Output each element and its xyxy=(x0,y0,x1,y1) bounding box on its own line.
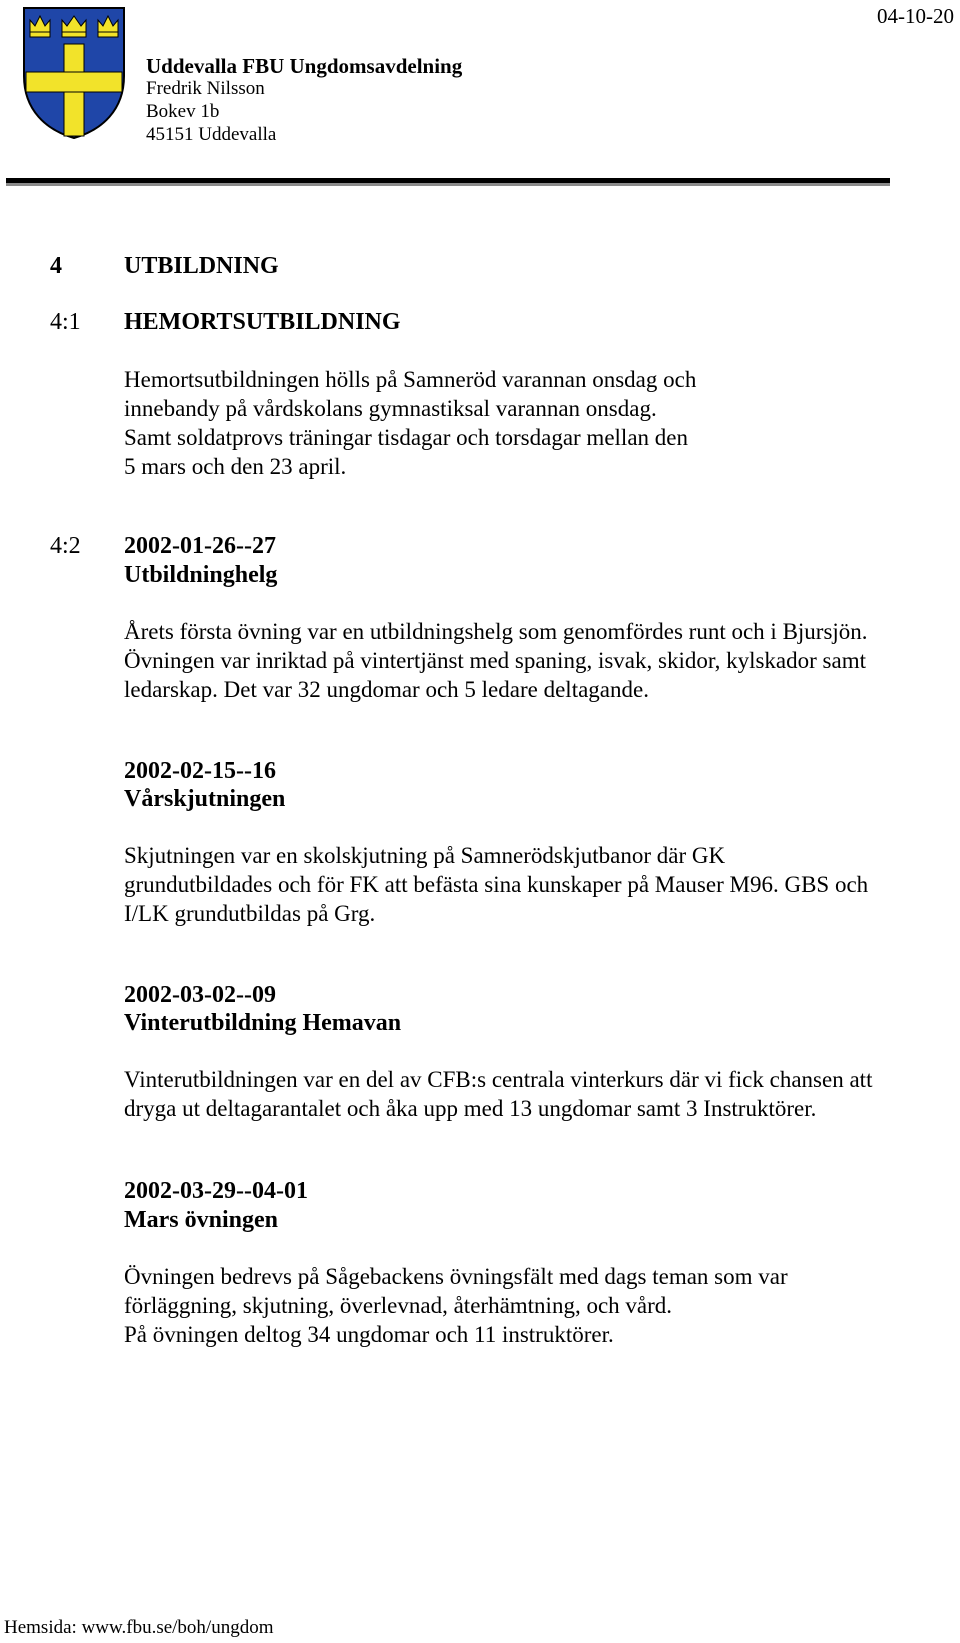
paragraph-line: innebandy på vårdskolans gymnastiksal varannan onsdag. xyxy=(124,396,657,421)
address-street: Bokev 1b xyxy=(146,101,220,122)
event-date: 2002-03-29--04-01 xyxy=(124,1178,308,1204)
section-title: UTBILDNING xyxy=(124,253,279,279)
address-city: 45151 Uddevalla xyxy=(146,124,277,145)
event-paragraph xyxy=(124,617,954,704)
paragraph-line: grundutbildades och för FK att befästa sina kunskaper på Mauser M96. GBS och xyxy=(124,872,869,897)
paragraph-line: 5 mars och den 23 april. xyxy=(124,454,347,479)
event-title: Mars övningen xyxy=(124,1207,279,1233)
subsection-title: HEMORTSUTBILDNING xyxy=(124,309,401,335)
subsection-number: 4:1 xyxy=(50,309,81,335)
header-divider-shadow xyxy=(6,183,890,186)
event-title: Utbildninghelg xyxy=(124,562,278,588)
event-paragraph xyxy=(124,1262,954,1349)
address-name: Fredrik Nilsson xyxy=(146,78,265,99)
event-paragraph xyxy=(124,1065,954,1123)
paragraph-line: förläggning, skjutning, överlevnad, återhämtning, och vård. xyxy=(124,1293,673,1318)
paragraph-line: På övningen deltog 34 ungdomar och 11 instruktörer. xyxy=(124,1322,614,1347)
paragraph-line: I/LK grundutbildas på Grg. xyxy=(124,901,376,926)
paragraph-line: ledarskap. Det var 32 ungdomar och 5 ledare deltagande. xyxy=(124,677,649,702)
section-number: 4 xyxy=(50,253,62,279)
subsection-paragraph xyxy=(124,365,954,481)
event-date: 2002-03-02--09 xyxy=(124,982,276,1008)
event-title: Vinterutbildning Hemavan xyxy=(124,1010,402,1036)
event-paragraph xyxy=(124,841,954,928)
event-date: 2002-02-15--16 xyxy=(124,758,276,784)
subsection-number: 4:2 xyxy=(50,533,81,559)
paragraph-line: Hemortsutbildningen hölls på Samneröd varannan onsdag och xyxy=(124,367,697,392)
paragraph-line: Övningen var inriktad på vintertjänst med spaning, isvak, skidor, kylskador samt xyxy=(124,648,866,673)
event-date: 2002-01-26--27 xyxy=(124,533,276,559)
footer-homepage: Hemsida: www.fbu.se/boh/ungdom xyxy=(4,1617,274,1638)
event-title: Vårskjutningen xyxy=(124,786,286,812)
paragraph-line: Årets första övning var en utbildningshelg som genomfördes runt och i Bjursjön. xyxy=(124,619,868,644)
paragraph-line: Vinterutbildningen var en del av CFB:s centrala vinterkurs där vi fick chansen att xyxy=(124,1067,873,1092)
document-date: 04-10-20 xyxy=(877,4,954,28)
coat-of-arms-logo xyxy=(22,6,126,140)
paragraph-line: Skjutningen var en skolskjutning på Samnerödskjutbanor där GK xyxy=(124,843,726,868)
paragraph-line: Övningen bedrevs på Sågebackens övningsfält med dags teman som var xyxy=(124,1264,788,1289)
paragraph-line: Samt soldatprovs träningar tisdagar och torsdagar mellan den xyxy=(124,425,688,450)
organization-name: Uddevalla FBU Ungdomsavdelning xyxy=(146,54,463,78)
paragraph-line: dryga ut deltagarantalet och åka upp med 13 ungdomar samt 3 Instruktörer. xyxy=(124,1096,817,1121)
